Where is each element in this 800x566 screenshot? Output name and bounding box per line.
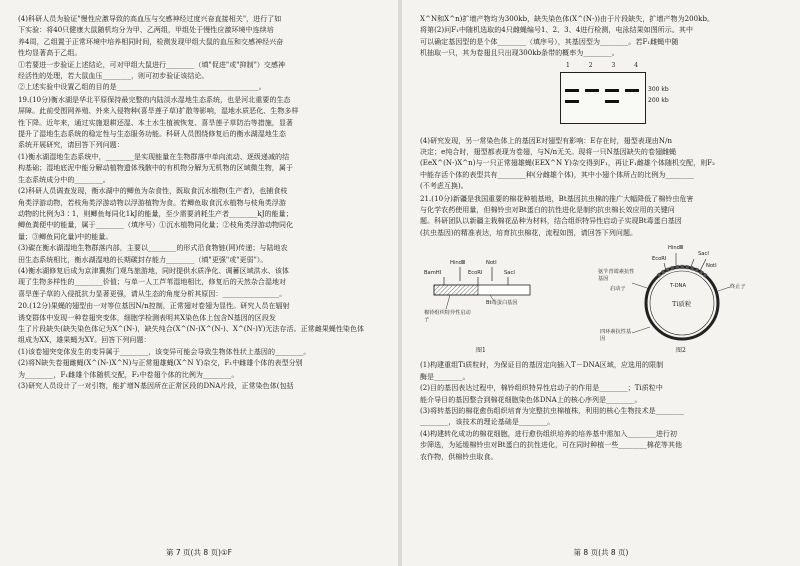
- lane-label: 1: [566, 61, 570, 69]
- text-line: X^N和X^n)扩增产物均为300kb，缺失染色体(X^(N-))由于片段缺失，扩增产物为200kb。: [420, 15, 715, 23]
- text-line: 19.(10分)衡水湖是华北平原保持最完整的内陆淡水湿地生态系统，也是河北重要的生态: [18, 95, 291, 104]
- text-line: 性均显著高于乙组。: [18, 49, 82, 58]
- site-label: EcoRⅠ: [468, 270, 483, 277]
- gel-band: [625, 89, 639, 92]
- text-line: 中能存活个体的表型共有________种(分雌雄个体)，其中小翅个体所占的比例为________: [420, 170, 694, 179]
- text-line: 决定；e纯合时，翅型都表现为卷翅，与N/n无关。现将一只N基因缺失的卷翅雌蝇: [420, 148, 677, 157]
- figure-caption: 图1: [476, 347, 486, 355]
- plasmid-label: T-DNA: [670, 283, 686, 290]
- gel-band: [605, 89, 619, 92]
- gel-box: [560, 72, 646, 124]
- gel-figure: [420, 62, 782, 134]
- text-line: 题。科研团队以新疆主栽棉花品种为材料，结合组织特异性启动子实现Bt毒蛋白基因: [420, 217, 682, 226]
- text-line: 提升了湿地生态系统的稳定性与生态服务功能。科研人员围绕修复后的衡水湖湿地生态: [18, 130, 286, 139]
- plasmid-label: 氨苄青霉素抗性基因: [598, 269, 635, 282]
- text-line: 动物的比例为3∶1，则鲫鱼每同化1kJ的能量，至少需要消耗生产者________kJ的能量；: [18, 209, 293, 218]
- text-line: 屏障。此前受围网养殖、外来入侵物种(喜旱莲子草)扩散等影响，湿地水质恶化、生物多样: [18, 107, 299, 116]
- text-line: 机抽取一只，其为卷翅且只出现300kb条带的概率为________。: [420, 49, 619, 58]
- site-label: EcoRⅠ: [652, 256, 667, 263]
- text-line: (3)研究人员设计了一对引物，能扩增N基因所在正常区段的DNA片段，正常染色体(包括: [18, 382, 294, 390]
- text-line: ②上述实验中设置乙组的目的是________________________________________。: [18, 83, 266, 92]
- text-line: 角类浮游动物，若枝角类浮游动物以浮游植物为食。若鲫鱼取食沉水植物与枝角类浮游: [18, 198, 286, 207]
- question-19: [18, 95, 380, 300]
- text-line: (不考虑互换)。: [420, 182, 468, 191]
- q20-part4: [420, 136, 782, 193]
- text-line: (4)构建转化成功的棉花细胞，进行愈伤组织培养的培养基中需加入________进行初: [420, 429, 678, 438]
- plasmid-label: 终止子: [730, 284, 746, 291]
- text-line: (3)碳在衡水湖湿地生物群落内部，主要以________的形式沿食物链(网)传递；与陆地农: [18, 244, 288, 253]
- text-line: (3)将转基因的棉花愈伤组织培育为完整抗虫棉植株，利用的核心生物技术是________: [420, 406, 685, 415]
- text-line: 下实验：将40只健康大鼠随机均分为甲、乙两组，甲组处于慢性应激环境中连续培: [18, 26, 274, 35]
- text-line: 为________，F₁雌雄个体随机交配，F₂中卷翅个体的比例为________。: [18, 370, 239, 379]
- text-line: 农作物，供棉铃虫取食。: [420, 452, 498, 461]
- plasmid-label: 启动子: [610, 286, 626, 293]
- page-footer: 第 8 页(共 8 页): [573, 548, 629, 557]
- text-line: 养4周，乙组置于正常环境中培养相同时间，检测发现甲组大鼠的血压和交感神经兴奋: [18, 37, 284, 46]
- figure-caption: 图2: [676, 347, 686, 355]
- text-line: 组成为XX，雄果蝇为XY。回答下列问题：: [18, 336, 151, 345]
- text-line: 与化学农药使用量，但棉铃虫对Bt蛋白的抗性进化是制约抗虫棉长效应用的关键问: [420, 206, 675, 215]
- text-line: (4)科研人员为验证"慢性应激导致的高血压与交感神经过度兴奋直接相关"，进行了如: [18, 15, 282, 23]
- text-line: (EeX^(N-)X^n)与一只正常翅雄蝇(EEX^N Y)杂交得到F₁，再让F₁雌雄个体随机交配，则F₂: [420, 159, 716, 168]
- plasmid-label: 四环素抗性基因: [600, 329, 632, 342]
- text-line: 20.(12分)果蝇的翅型由一对等位基因N/n控制，正常翅对卷翅为显性。研究人员在辐射: [18, 302, 290, 311]
- text-line: 田生态系统相比，衡水湖湿地的长期碳封存能力________（填"更强"或"更弱"）。: [18, 255, 268, 264]
- text-line: 可以确定基因型的是个体________（填序号），其基因型为________。若F₁雌蝇中随: [420, 37, 679, 46]
- text-line: 诱变群体中发现一种卷翅突变体，细胞学检测表明其X染色体上包含N基因的区段发: [18, 313, 276, 322]
- site-label: BamHⅠ: [424, 270, 442, 277]
- site-label: NotⅠ: [706, 263, 717, 270]
- plasmid-label: Ti质粒: [672, 300, 692, 309]
- gel-band: [565, 89, 579, 92]
- text-line: (1)构建重组Ti质粒时，为保证目的基因定向插入T－DNA区域，应选用的限制: [420, 361, 664, 370]
- question-21: [420, 194, 782, 240]
- text-line: 酶是________。: [420, 372, 470, 381]
- text-line: 构基础；湿地底泥中能分解动植物遗体残骸中的有机物分解为无机物的区域微生物，属于: [18, 164, 293, 173]
- text-line: 经活性的处理，若大鼠血压________，则可初步验证该结论。: [18, 72, 209, 81]
- text-line: 量；③鲫鱼同化量)中的能量。: [18, 232, 113, 241]
- site-label: HindⅢ: [450, 260, 466, 267]
- page-footer: 第 7 页(共 8 页)①F: [166, 548, 232, 557]
- gene-label: Bt毒蛋白基因: [486, 300, 518, 307]
- lane-label: 2: [588, 61, 593, 69]
- gel-size-label: 300 kb: [648, 85, 669, 93]
- q21-subquestions: [420, 360, 782, 463]
- gel-band: [565, 100, 579, 103]
- gel-lane-numbers: [560, 62, 644, 69]
- text-line: 鲫鱼粪便中的能量，属于________（填序号）①沉水植物同化量；②枝角类浮游动物同化: [18, 221, 294, 230]
- text-line: ①若要进一步验证上述结论，可对甲组大鼠进行________（填"促进"或"抑制"）交感神: [18, 60, 286, 69]
- text-line: 现了生物多样性的________价值；与单一人工芦苇湿地相比，修复后的天然杂合湿地对: [18, 278, 287, 287]
- text-line: 步筛选，为延缓棉铃虫对Bt蛋白的抗性进化，可在同时种植一些________棉花等其他: [420, 441, 683, 450]
- figure-1: [420, 241, 570, 359]
- gel-band: [585, 89, 599, 92]
- text-line: (抗虫基因)的精准表达，培育抗虫棉花，流程如图，请回答下列问题。: [420, 228, 638, 237]
- text-line: 21.(10分)新疆是我国重要的棉花种植基地，Bt基因抗虫棉的推广大幅降低了棉铃虫危害: [420, 194, 694, 203]
- lane-label: 4: [634, 61, 638, 69]
- gel-band: [605, 100, 619, 103]
- text-line: 系统开展研究，请回答下列问题：: [18, 141, 124, 150]
- text-line: 性下降。近年来，通过实施退耕还湿、本土水生植被恢复、喜旱莲子草防治等措施，显著: [18, 118, 293, 127]
- text-line: (1)该卷翅突变体发生的变异属于________，该变异可能会导致生物体性状上基因的________。: [18, 347, 311, 356]
- text-line: (4)衡水湖修复后成为京津冀热门观鸟旅游地，同时提供水质净化、调蓄区域洪水、该体: [18, 266, 289, 275]
- text-line: (1)衡水湖湿地生态系统中，________是实现能量在生物群落中单向流动、逐级递减的结: [18, 152, 290, 161]
- text-line: ________，该技术的理论基础是________。: [420, 418, 555, 427]
- figure-row: [420, 241, 782, 359]
- site-label: NotⅠ: [486, 260, 497, 267]
- site-label: SacⅠ: [504, 270, 515, 277]
- gene-label: 棉铃组织特异性启动子: [424, 310, 471, 324]
- text-line: (2)科研人员调查发现，衡水湖中的鲫鱼为杂食性，既取食沉水植物(生产者)，也捕食枝: [18, 187, 288, 196]
- gel-size-label: 200 kb: [648, 96, 669, 104]
- q18-continuation: [18, 14, 380, 94]
- text-line: (4)研究发现，另一常染色体上的基因E对翅型有影响：E存在时，翅型表现由N/n: [420, 136, 673, 145]
- site-label: SacⅠ: [698, 251, 709, 258]
- lane-label: 3: [611, 61, 616, 69]
- question-20: [18, 301, 380, 392]
- right-page: [402, 0, 800, 566]
- q20-continuation: [420, 14, 782, 60]
- text-line: (2)将N缺失卷翅雌蝇(X^(N-)X^N)与正常翅雄蝇(X^N Y)杂交，F₁中雌雄个体的表型分别: [18, 359, 303, 368]
- text-line: 生了片段缺失(缺失染色体记为X^(N-)，缺失纯合(X^(N-)X^(N-)、X^(N-)Y)无法存活。正常雌果蝇性染色体: [18, 324, 365, 333]
- text-line: 喜旱莲子草的入侵抵抗力显著更强，请从生态的角度分析其原因：________________。: [18, 289, 287, 298]
- figure-2: [570, 241, 780, 359]
- text-line: 能介导目的基因整合到棉花细胞染色体DNA上的核心序列是________。: [420, 395, 642, 404]
- left-page: [0, 0, 398, 566]
- text-line: 将第(2)问F₁中随机选取的4只雌蝇编号1、2、3、4进行检测，电泳结果如图所示。其中: [420, 26, 693, 35]
- text-line: (2)目的基因表达过程中，棉铃组织特异性启动子的作用是________；Ti质粒中: [420, 384, 663, 393]
- site-label: HindⅢ: [668, 245, 684, 252]
- text-line: 生态系统成分中的________。: [18, 175, 110, 184]
